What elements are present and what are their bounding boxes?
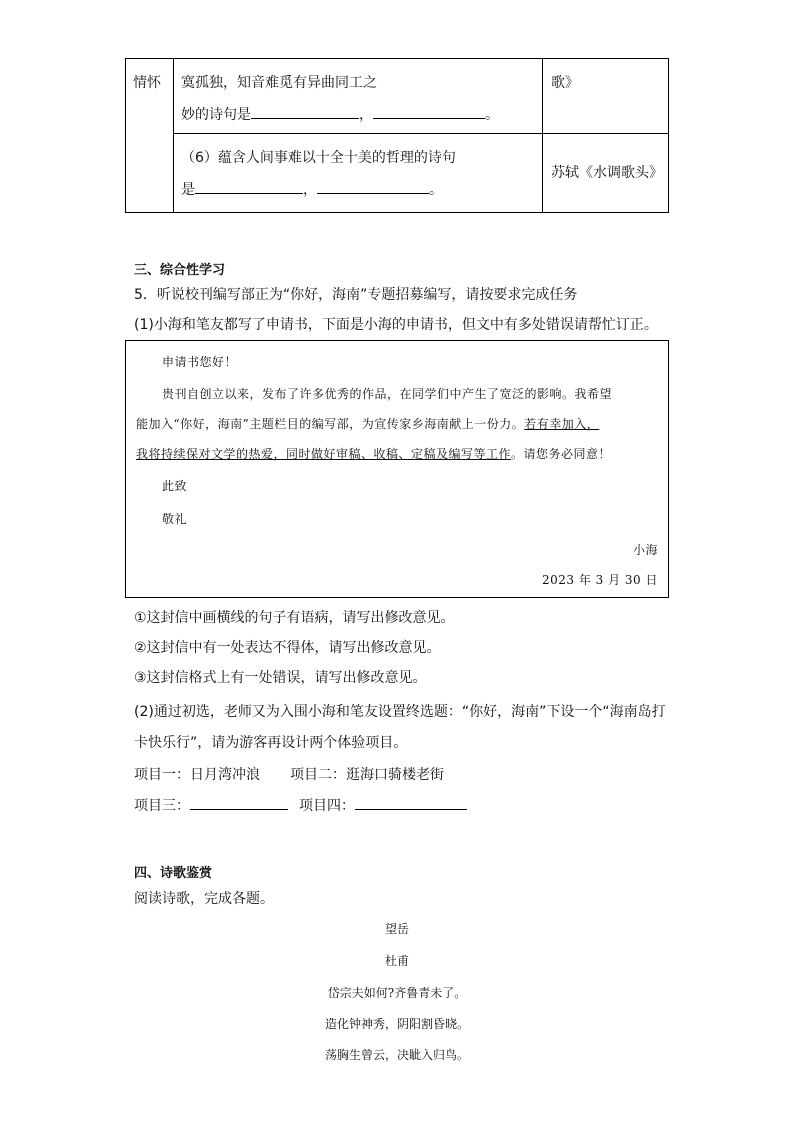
- table-source-cell: 苏轼《水调歌头》: [551, 165, 663, 181]
- sub-question: ①这封信中画横线的句子有语病，请写出修改意见。: [134, 610, 455, 626]
- answer-blank[interactable]: [373, 104, 485, 119]
- answer-blank[interactable]: [195, 179, 303, 194]
- letter-signature: 小海: [632, 543, 658, 557]
- table-divider: [173, 59, 174, 212]
- sub-question: ②这封信中有一处表达不得体，请写出修改意见。: [134, 640, 441, 656]
- question-text: (1)小海和笔友都写了申请书，下面是小海的申请书，但文中有多处错误请帮忙订正。: [134, 317, 658, 333]
- project-item: 项目四：: [299, 795, 467, 815]
- letter-closing: 此致: [162, 479, 188, 493]
- letter-closing: 敬礼: [162, 512, 188, 526]
- table-divider: [542, 59, 543, 212]
- letter-body: 我将持续保对文学的热爱，同时做好审稿、收稿、定稿及编写等工作。请您务必同意！: [136, 447, 612, 461]
- poem-line: 荡胸生曾云，决眦入归鸟。: [324, 1048, 469, 1062]
- sub-question: ③这封信格式上有一处错误，请写出修改意见。: [134, 670, 427, 686]
- letter-date: 2023 年 3 月 30 日: [541, 573, 658, 587]
- underlined-sentence: 若有幸加入，: [524, 417, 600, 431]
- table-question-text: 是 ， 。: [181, 179, 443, 200]
- poem-line: 造化钟神秀，阴阳割昏晓。: [324, 1017, 469, 1031]
- table-question-text: 寞孤独，知音难觅有异曲同工之: [181, 75, 377, 91]
- poem-author: 杜甫: [384, 954, 409, 968]
- poem-line: 岱宗夫如何?齐鲁青未了。: [327, 986, 467, 1000]
- table-question-text: 妙的诗句是 ， 。: [181, 104, 499, 125]
- poem-title: 望岳: [384, 922, 409, 936]
- question-text: 卡快乐行”，请为游客再设计两个体验项目。: [134, 735, 408, 751]
- project-item: 项目二：逛海口骑楼老街: [290, 767, 444, 783]
- table-divider: [173, 133, 668, 134]
- letter-greeting: 申请书您好！: [162, 355, 238, 369]
- question-text: 5．听说校刊编写部正为“你好，海南”专题招募编写，请按要求完成任务: [134, 287, 578, 303]
- table-question-text: （6）蕴含人间事难以十全十美的哲理的诗句: [181, 150, 456, 166]
- question-text: (2)通过初选，老师又为入围小海和笔友设置终选题：“你好，海南”下设一个“海南岛打: [134, 704, 666, 720]
- letter-body: 能加入“你好，海南”主题栏目的编写部，为宣传家乡海南献上一份力。若有幸加入，: [136, 417, 600, 431]
- letter-body: 贵刊自创立以来，发布了许多优秀的作品，在同学们中产生了宽泛的影响。我希望: [162, 387, 613, 401]
- instruction-text: 阅读诗歌，完成各题。: [134, 891, 274, 907]
- answer-blank[interactable]: [251, 104, 359, 119]
- project-item: 项目一：日月湾冲浪: [134, 767, 260, 783]
- table-source-cell: 歌》: [551, 75, 579, 91]
- table-category-cell: 情怀: [133, 75, 161, 91]
- section-title: 四、诗歌鉴赏: [134, 866, 213, 881]
- project-item: 项目三：: [134, 795, 288, 815]
- underlined-sentence: 我将持续保对文学的热爱，同时做好审稿、收稿、定稿及编写等工作: [136, 447, 512, 461]
- answer-blank[interactable]: [190, 795, 288, 810]
- answer-blank[interactable]: [317, 179, 429, 194]
- application-letter: [125, 340, 669, 598]
- section-title: 三、综合性学习: [134, 263, 226, 278]
- answer-blank[interactable]: [355, 795, 467, 810]
- poetry-table: [125, 58, 669, 213]
